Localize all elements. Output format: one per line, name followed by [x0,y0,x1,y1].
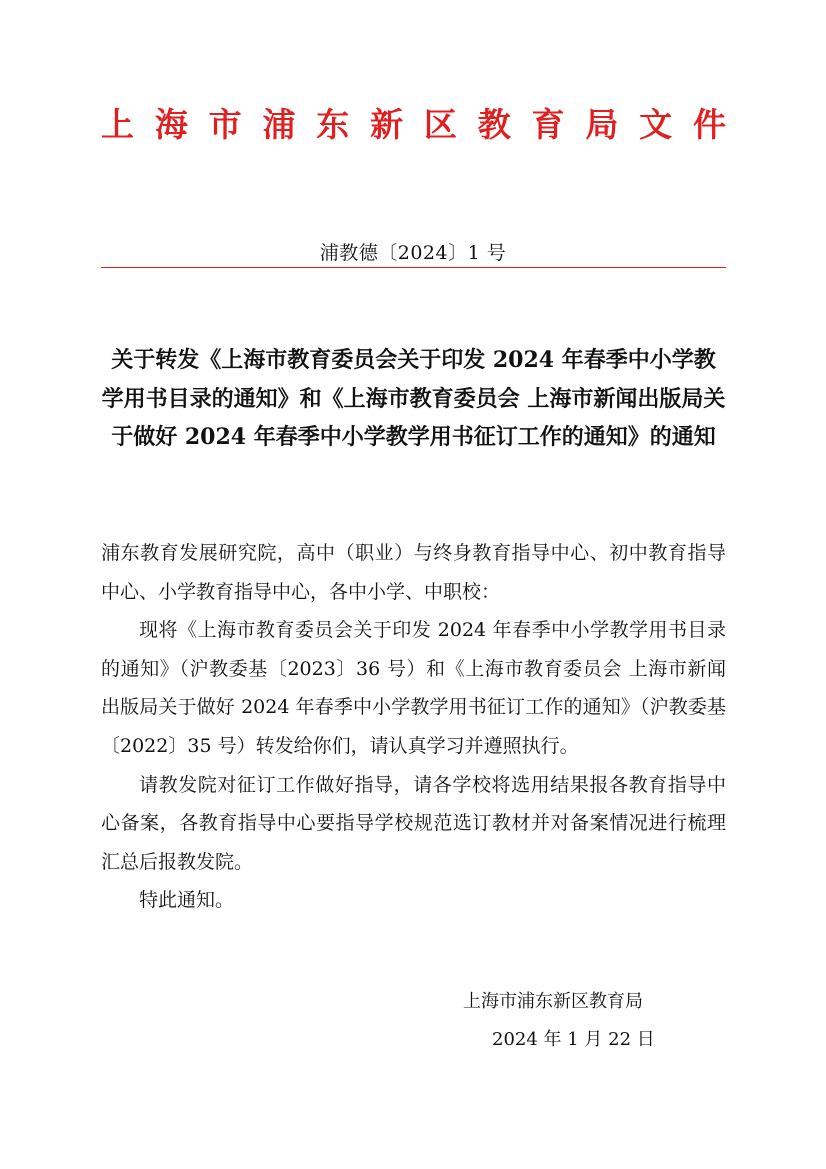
body-paragraph: 请教发院对征订工作做好指导，请各学校将选用结果报各教育指导中心备案，各教育指导中心要指导学校规范选订教材并对备案情况进行梳理汇总后报教发院。 [101,773,726,873]
masthead-title [101,100,726,148]
closing-line: 特此通知。 [139,889,235,912]
masthead-char: 浦 [262,104,296,144]
masthead-char: 市 [208,104,242,144]
masthead-char: 区 [423,104,457,144]
masthead-char: 上 [101,104,134,144]
masthead-char: 教 [477,104,511,144]
masthead-char: 东 [316,104,350,144]
addressees: 浦东教育发展研究院，高中（职业）与终身教育指导中心、初中教育指导中心、小学教育指导中心，各中小学、中职校： [101,542,726,603]
document-title: 关于转发《上海市教育委员会关于印发 2024 年春季中小学教学用书目录的通知》和《上海市教育委员会 上海市新闻出版局关于做好 2024 年春季中小学教学用书征订工作的通知》的通知 [101,347,726,450]
masthead-char: 育 [531,104,565,144]
body-paragraph: 现将《上海市教育委员会关于印发 2024 年春季中小学教学用书目录的通知》（沪教委基〔2023〕36 号）和《上海市教育委员会 上海市新闻出版局关于做好 2024 年春季中小学教学用书征订工作的通知》（沪教委基〔2022〕35 号）转发给你们，请认真学习并遵照执行。 [101,619,726,757]
signature-date: 2024 年 1 月 22 日 [492,1029,655,1050]
masthead-char: 文 [639,104,673,144]
red-divider [101,267,726,268]
masthead-char: 新 [370,104,404,144]
masthead-char: 件 [692,104,726,144]
masthead-char: 海 [154,104,188,144]
document-body [101,534,726,920]
masthead-char: 局 [585,104,619,144]
document-number: 浦教德〔2024〕1 号 [319,242,507,264]
signature-organization: 上海市浦东新区教育局 [463,991,643,1012]
